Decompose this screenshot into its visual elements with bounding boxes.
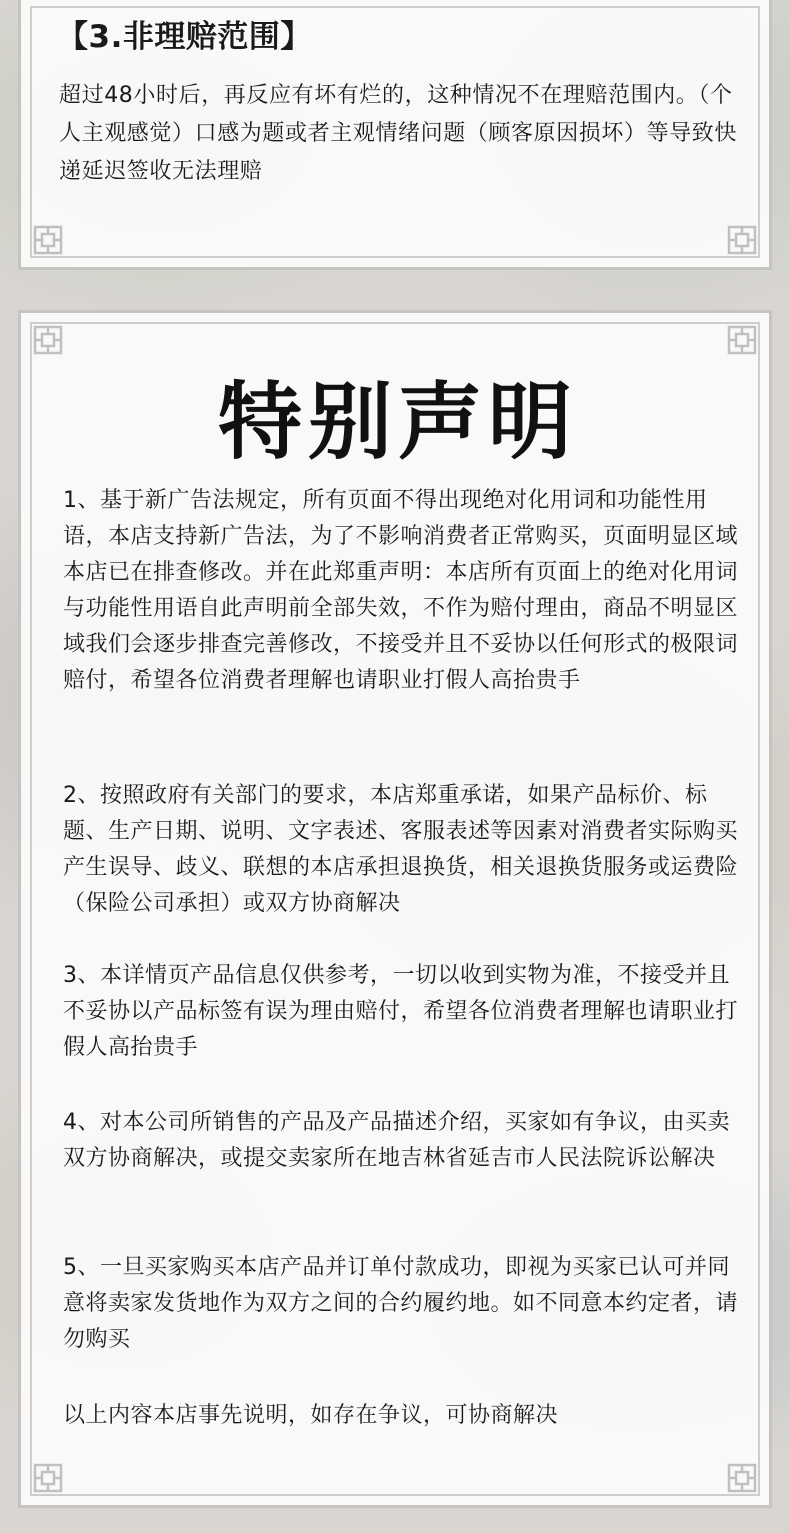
section-heading: 【3.非理赔范围】	[57, 19, 312, 55]
statement-paragraph-3: 3、本详情页产品信息仅供参考，一切以收到实物为准，不接受并且不妥协以产品标签有误为理由赔付，希望各位消费者理解也请职业打假人高抬贵手	[63, 963, 739, 1060]
statement-paragraph-2: 2、按照政府有关部门的要求，本店郑重承诺，如果产品标价、标题、生产日期、说明、文字表述、客服表述等因素对消费者实际购买产生误导、歧义、联想的本店承担退换货，相关退换货服务或运费险（保险公司承担）或双方协商解决	[63, 783, 739, 916]
corner-ornament-icon	[31, 223, 65, 257]
corner-ornament-icon	[31, 1461, 65, 1495]
corner-ornament-icon	[725, 223, 759, 257]
corner-ornament-icon	[725, 1461, 759, 1495]
closing-note: 以上内容本店事先说明，如存在争议，可协商解决	[63, 1403, 559, 1428]
page-title: 特别声明	[217, 372, 578, 471]
non-claim-text: 超过48小时后，再反应有坏有烂的，这种情况不在理赔范围内。（个人主观感觉）口感为题或者主观情绪问题（顾客原因损坏）等导致快递延迟签收无法理赔	[59, 83, 738, 184]
corner-ornament-icon	[725, 323, 759, 357]
statement-paragraph-1: 1、基于新广告法规定，所有页面不得出现绝对化用词和功能性用语，本店支持新广告法，为了不影响消费者正常购买，页面明显区域本店已在排查修改。并在此郑重声明：本店所有页面上的绝对化用词与功能性用语自此声明前全部失效，不作为赔付理由，商品不明显区域我们会逐步排查完善修改，不接受并且不妥协以任何形式的极限词赔付，希望各位消费者理解也请职业打假人高抬贵手	[63, 488, 739, 693]
special-statement-panel	[18, 310, 772, 1508]
corner-ornament-icon	[31, 323, 65, 357]
statement-paragraph-4: 4、对本公司所销售的产品及产品描述介绍，买家如有争议，由买卖双方协商解决，或提交卖家所在地吉林省延吉市人民法院诉讼解决	[63, 1110, 730, 1171]
statement-paragraph-5: 5、一旦买家购买本店产品并订单付款成功，即视为买家已认可并同意将卖家发货地作为双方之间的合约履约地。如不同意本约定者，请勿购买	[63, 1255, 739, 1352]
non-claim-scope-panel	[18, 0, 772, 270]
